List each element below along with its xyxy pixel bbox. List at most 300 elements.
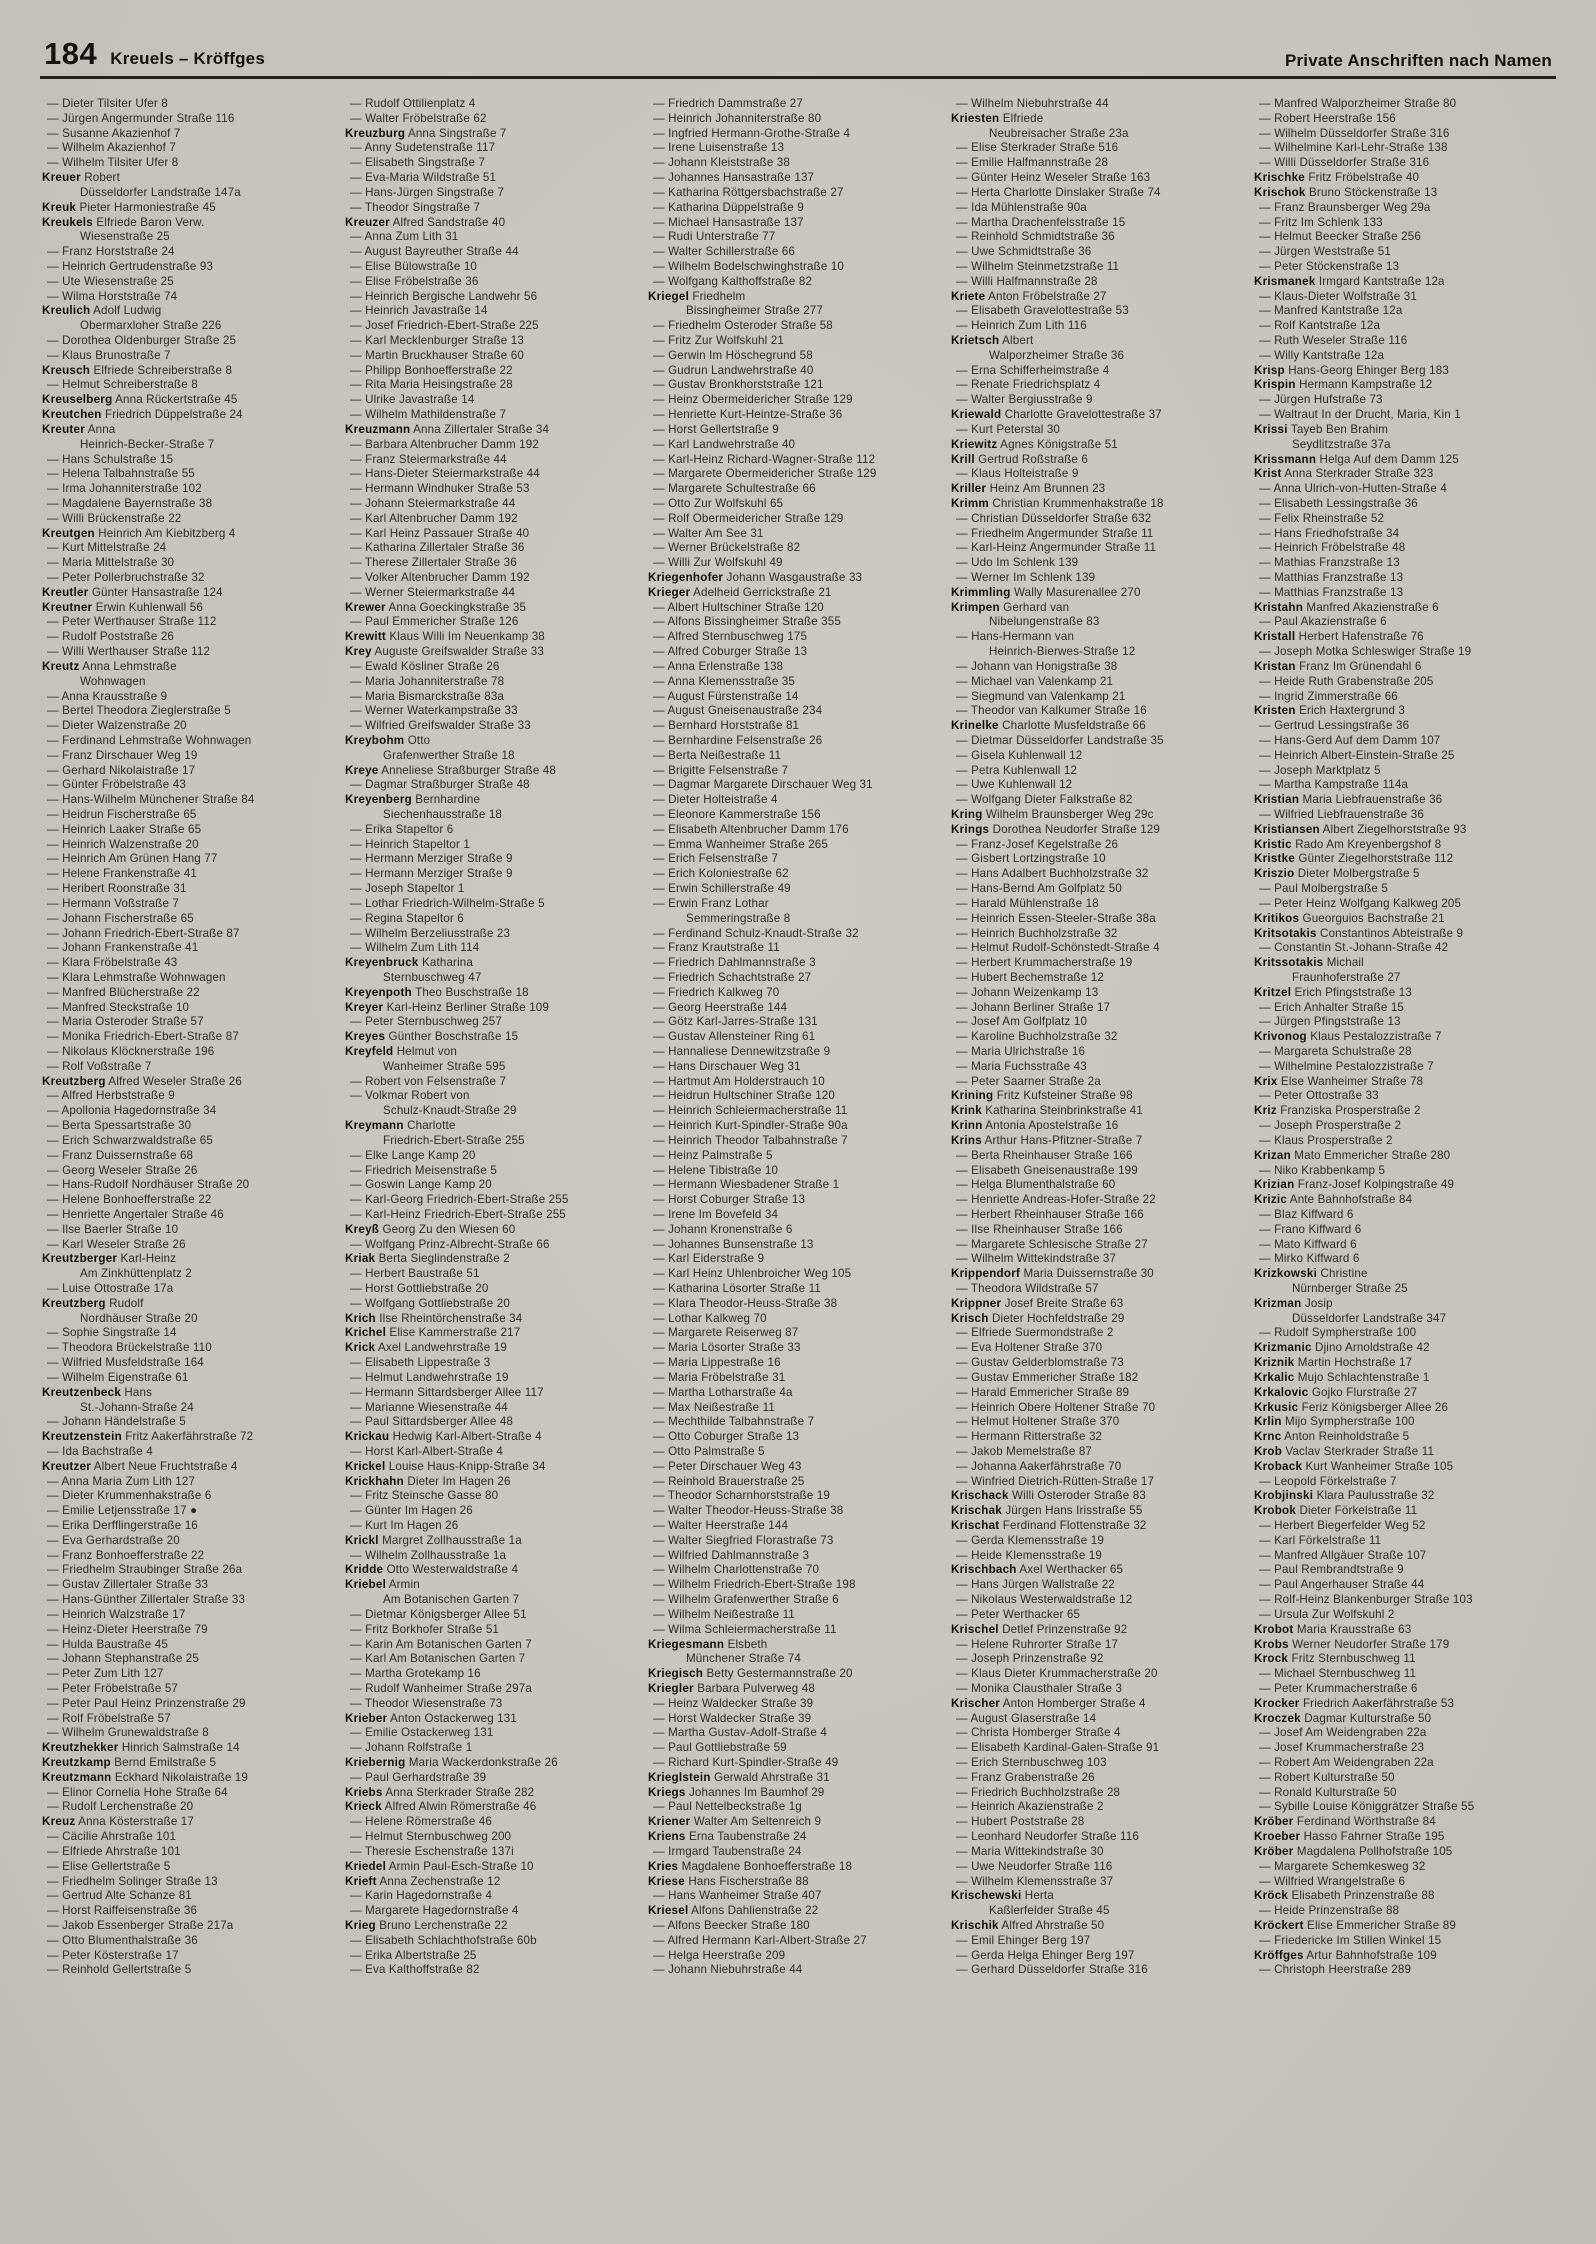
- directory-entry: — Monika Friedrich-Ebert-Straße 87: [47, 1030, 239, 1044]
- directory-entry: — Robert Kulturstraße 50: [1259, 1770, 1395, 1784]
- directory-entry: — Alfons Bissingheimer Straße 355: [653, 615, 841, 629]
- directory-entry: — Nikolaus Klöcknerstraße 196: [47, 1045, 215, 1058]
- directory-entry: — Erika Albertstraße 25: [350, 1948, 477, 1962]
- directory-entry: — Elfriede Suermondstraße 2: [956, 1326, 1114, 1340]
- directory-entry: — Johann Friedrich-Ebert-Straße 87: [47, 926, 240, 940]
- directory-entry-surname: Krimm Christian Krummenhakstraße 18: [951, 496, 1164, 510]
- page-number: 184: [44, 36, 98, 71]
- directory-entry: — Elke Lange Kamp 20: [350, 1148, 476, 1162]
- directory-entry-surname: Kreuter Anna: [42, 422, 116, 436]
- directory-entry: — Paul Angerhauser Straße 44: [1259, 1578, 1425, 1592]
- surname-bold: Krischat: [951, 1519, 1000, 1532]
- directory-entry: — Brigitte Felsenstraße 7: [653, 763, 789, 777]
- directory-entry: — Rita Maria Heisingstraße 28: [350, 378, 513, 392]
- directory-entry-surname: Kreyenberg Bernhardine: [345, 793, 481, 807]
- directory-entry: — Heinrich Obere Holtener Straße 70: [956, 1400, 1156, 1414]
- directory-entry-surname: Krob Vaclav Sterkrader Straße 11: [1254, 1444, 1435, 1458]
- directory-entry: — Willi Halfmannstraße 28: [956, 274, 1098, 288]
- directory-entry-surname: Kreutzberg Rudolf: [42, 1296, 144, 1310]
- directory-entry: — Friedrich Meisenstraße 5: [350, 1163, 497, 1177]
- directory-entry-surname: Kreutgen Heinrich Am Kiebitzberg 4: [42, 526, 236, 540]
- directory-entry: — Elise Fröbelstraße 36: [350, 274, 479, 288]
- surname-bold: Krieg: [345, 1918, 376, 1932]
- directory-entry-surname: Kriebs Anna Sterkrader Straße 282: [345, 1785, 535, 1799]
- directory-entry: — Gustav Emmericher Straße 182: [956, 1370, 1139, 1384]
- directory-entry-continuation: Am Zinkhüttenplatz 2: [80, 1267, 192, 1281]
- directory-entry: — Johann van Honigstraße 38: [956, 659, 1118, 673]
- directory-entry: — Anna Maria Zum Lith 127: [47, 1474, 196, 1488]
- directory-entry-surname: Kritikos Gueorguios Bachstraße 21: [1254, 911, 1445, 925]
- directory-entry: — Heinrich Zum Lith 116: [956, 319, 1087, 333]
- directory-entry: — Gustav Allensteiner Ring 61: [653, 1030, 816, 1044]
- directory-entry: — Karl Mecklenburger Straße 13: [350, 334, 524, 347]
- directory-entry: — Siegmund van Valenkamp 21: [956, 689, 1126, 703]
- directory-entry: — Karl Altenbrucher Damm 192: [350, 511, 518, 525]
- directory-entry: — Wilma Horststraße 74: [47, 289, 178, 303]
- directory-entry: — Jürgen Angermunder Straße 116: [47, 111, 235, 125]
- directory-entry-continuation: Nürnberger Straße 25: [1292, 1282, 1408, 1295]
- directory-entry: — August Fürstenstraße 14: [653, 689, 799, 703]
- directory-entry-surname: Kreye Anneliese Straßburger Straße 48: [345, 763, 556, 777]
- directory-entry: — Martin Bruckhauser Straße 60: [350, 348, 524, 362]
- directory-entry: — Wilhelm Zum Lith 114: [350, 941, 480, 955]
- surname-bold: Kristahn: [1254, 600, 1304, 614]
- directory-entry-surname: Kreuzer Alfred Sandstraße 40: [345, 215, 506, 229]
- directory-entry: — Elise Sterkrader Straße 516: [956, 141, 1119, 155]
- surname-bold: Kreutgen: [42, 526, 95, 540]
- directory-entry: — Franz-Josef Kegelstraße 26: [956, 837, 1119, 851]
- directory-entry: — Heidrun Hultschiner Straße 120: [653, 1089, 836, 1103]
- directory-entry: — Anna Krausstraße 9: [47, 689, 168, 703]
- surname-bold: Kriegel: [648, 289, 690, 303]
- directory-entry: — Georg Heerstraße 144: [653, 1000, 788, 1014]
- directory-entry: — Hubert Bechemstraße 12: [956, 970, 1104, 984]
- directory-entry: — Gerda Klemensstraße 19: [956, 1533, 1104, 1547]
- directory-entry: — Johann Stephanstraße 25: [47, 1652, 199, 1666]
- directory-entry: — Elisabeth Singstraße 7: [350, 156, 486, 170]
- directory-entry: — Joseph Motka Schleswiger Straße 19: [1259, 645, 1472, 659]
- directory-entry: — Eva Kalthoffstraße 82: [350, 1963, 480, 1977]
- surname-bold: Kritsotakis: [1254, 926, 1317, 940]
- directory-entry: — August Gneisenaustraße 234: [653, 704, 823, 718]
- surname-bold: Kreutzberg: [42, 1296, 106, 1310]
- surname-bold: Krissmann: [1254, 452, 1317, 466]
- directory-entry-surname: Krnc Anton Reinholdstraße 5: [1254, 1430, 1410, 1444]
- directory-entry: — Mato Kiffward 6: [1259, 1237, 1357, 1251]
- directory-entry-surname: Krings Dorothea Neudorfer Straße 129: [951, 822, 1160, 836]
- directory-entry: — Berta Rheinhauser Straße 166: [956, 1148, 1133, 1162]
- directory-entry-surname: Krismanek Irmgard Kantstraße 12a: [1254, 274, 1445, 288]
- directory-entry: — Hans-Jürgen Singstraße 7: [350, 185, 505, 199]
- surname-bold: Kriz: [1254, 1104, 1277, 1118]
- directory-entry-surname: Krickhahn Dieter Im Hagen 26: [345, 1474, 511, 1488]
- directory-entry: — Heinrich Buchholzstraße 32: [956, 926, 1118, 940]
- surname-bold: Kriebernig: [345, 1756, 406, 1769]
- directory-entry: — Johann Rolfstraße 1: [350, 1741, 473, 1755]
- directory-entry: — Karoline Buchholzstraße 32: [956, 1030, 1118, 1044]
- directory-entry-surname: Krischel Detlef Prinzenstraße 92: [951, 1622, 1128, 1636]
- directory-entry: — Bernhard Horststraße 81: [653, 719, 800, 733]
- directory-entry: — Cäcilie Ahrstraße 101: [47, 1830, 177, 1844]
- directory-entry: — Elise Gellertstraße 5: [47, 1859, 171, 1873]
- directory-entry-surname: Krischik Alfred Ahrstraße 50: [951, 1918, 1105, 1932]
- directory-entry: — Friedrich Dahlmannstraße 3: [653, 956, 816, 970]
- directory-entry-surname: Kristke Günter Ziegelhorststraße 112: [1254, 852, 1454, 866]
- directory-entry: — Reinhold Gellertstraße 5: [47, 1963, 192, 1977]
- directory-entry-surname: Krickl Margret Zollhausstraße 1a: [345, 1533, 522, 1547]
- directory-entry: — Elisabeth Gneisenaustraße 199: [956, 1163, 1138, 1177]
- directory-entry: — Gudrun Landwehrstraße 40: [653, 363, 814, 377]
- directory-entry-surname: Kriesel Alfons Dahlienstraße 22: [648, 1904, 819, 1918]
- directory-entry: — Wolfgang Kalthoffstraße 82: [653, 274, 813, 288]
- directory-entry: — Alfred Hermann Karl-Albert-Straße 27: [653, 1933, 867, 1947]
- directory-entry: — Johann Kronenstraße 6: [653, 1222, 793, 1236]
- directory-entry: — Dieter Holteistraße 4: [653, 793, 778, 807]
- surname-bold: Krivonog: [1254, 1030, 1307, 1044]
- directory-entry: — Emilie Letjensstraße 17 ●: [47, 1504, 198, 1518]
- surname-bold: Krieglstein: [648, 1770, 711, 1784]
- directory-entry: — Horst Coburger Straße 13: [653, 1193, 806, 1207]
- directory-entry: — Helmut Rudolf-Schönstedt-Straße 4: [956, 941, 1160, 955]
- directory-entry-surname: Kriete Anton Fröbelstraße 27: [951, 289, 1107, 303]
- directory-entry-surname: Kriak Berta Sieglindenstraße 2: [345, 1252, 510, 1266]
- directory-entry: — Rolf Obermeidericher Straße 129: [653, 511, 844, 525]
- directory-entry: — Johann Steiermarkstraße 44: [350, 496, 516, 510]
- directory-entry: — Heinrich Theodor Talbahnstraße 7: [653, 1133, 848, 1147]
- surname-bold: Krizian: [1254, 1178, 1295, 1192]
- directory-entry: — Margarete Schlesische Straße 27: [956, 1237, 1148, 1251]
- directory-entry-continuation: Walporzheimer Straße 36: [989, 348, 1125, 362]
- directory-entry: — Helmut Schreiberstraße 8: [47, 378, 198, 392]
- surname-bold: Krietsch: [951, 334, 1000, 347]
- directory-entry-surname: Kreuk Pieter Harmoniestraße 45: [42, 200, 216, 214]
- directory-entry: — Hans-Rudolf Nordhäuser Straße 20: [47, 1178, 250, 1192]
- directory-entry: — Dagmar Straßburger Straße 48: [350, 778, 530, 792]
- directory-entry: — Gustav Bronkhorststraße 121: [653, 378, 824, 392]
- directory-entry: — Henriette Angertaler Straße 46: [47, 1207, 224, 1221]
- directory-entry: — Johannes Bunsenstraße 13: [653, 1237, 814, 1251]
- directory-entry: — Wilhelm Berzeliusstraße 23: [350, 926, 511, 940]
- directory-entry: — Johann Berliner Straße 17: [956, 1000, 1111, 1014]
- directory-entry-surname: Kreyes Günther Boschstraße 15: [345, 1030, 519, 1044]
- directory-entry-surname: Kriedel Armin Paul-Esch-Straße 10: [345, 1859, 534, 1873]
- directory-entry-surname: Kreutzenstein Fritz Aakerfährstraße 72: [42, 1430, 254, 1444]
- directory-entry: — Klara Fröbelstraße 43: [47, 956, 178, 970]
- directory-entry: — Max Neißestraße 11: [653, 1400, 775, 1414]
- directory-entry: — Ewald Kösliner Straße 26: [350, 659, 500, 673]
- directory-entry: — Karl Am Botanischen Garten 7: [350, 1652, 526, 1666]
- directory-entry-surname: Kreuer Robert: [42, 171, 120, 185]
- directory-entry: — Karl Weseler Straße 26: [47, 1237, 186, 1251]
- directory-entry: — Johann Weizenkamp 13: [956, 985, 1099, 999]
- surname-bold: Krischok: [1254, 185, 1306, 199]
- directory-entry: — Helga Blumenthalstraße 60: [956, 1178, 1116, 1192]
- directory-entry: — Wilhelm Düsseldorfer Straße 316: [1259, 126, 1450, 140]
- surname-bold: Krisp: [1254, 363, 1285, 377]
- directory-entry: — Fritz Borkhofer Straße 51: [350, 1622, 500, 1636]
- directory-entry: — Rudolf Sympherstraße 100: [1259, 1326, 1417, 1340]
- surname-bold: Kriewitz: [951, 437, 998, 451]
- surname-bold: Kriete: [951, 289, 986, 303]
- directory-entry-surname: Krischbach Axel Werthacker 65: [951, 1563, 1124, 1577]
- directory-entry: — Bertel Theodora Zieglerstraße 5: [47, 704, 231, 718]
- directory-entry-surname: Krizman Josip: [1254, 1296, 1333, 1310]
- directory-entry-surname: Krewitt Klaus Willi Im Neuenkamp 38: [345, 630, 545, 644]
- directory-entry: — Waltraut In der Drucht, Maria, Kin 1: [1259, 408, 1461, 422]
- directory-entry-surname: Krizan Mato Emmericher Straße 280: [1254, 1148, 1451, 1162]
- surname-bold: Krissi: [1254, 422, 1288, 436]
- directory-entry: — Erika Derfflingerstraße 16: [47, 1519, 198, 1532]
- surname-bold: Krobjinski: [1254, 1489, 1314, 1503]
- directory-entry: — Wilhelm Neißestraße 11: [653, 1607, 795, 1621]
- directory-entry: — Wilhelm Zollhausstraße 1a: [350, 1548, 507, 1562]
- directory-entry: — Harald Mühlenstraße 18: [956, 896, 1099, 910]
- surname-bold: Kriesten: [951, 111, 1000, 125]
- directory-entry: — Wilfried Dahlmannstraße 3: [653, 1548, 810, 1562]
- directory-entry: — Michael van Valenkamp 21: [956, 674, 1114, 688]
- directory-entry: — Gisbert Lortzingstraße 10: [956, 852, 1106, 866]
- directory-entry: — Lothar Kalkweg 70: [653, 1311, 767, 1325]
- directory-entry: — Theodor Wiesenstraße 73: [350, 1696, 503, 1710]
- directory-entry: — Joseph Stapeltor 1: [350, 882, 465, 896]
- directory-entry: — Wilhelm Akazienhof 7: [47, 141, 176, 155]
- directory-entry: — Jakob Essenberger Straße 217a: [47, 1918, 234, 1932]
- directory-entry-surname: Kriegs Johannes Im Baumhof 29: [648, 1785, 825, 1799]
- directory-entry: — Maria Lösorter Straße 33: [653, 1341, 801, 1355]
- directory-entry: — Martha Gustav-Adolf-Straße 4: [653, 1726, 827, 1740]
- directory-entry: — Uwe Schmidtstraße 36: [956, 245, 1092, 259]
- surname-bold: Kritssotakis: [1254, 956, 1324, 970]
- directory-entry: — Karl Landwehrstraße 40: [653, 437, 796, 451]
- directory-entry-surname: Kriesten Elfriede: [951, 111, 1044, 125]
- surname-bold: Kriak: [345, 1252, 376, 1266]
- surname-bold: Krink: [951, 1104, 982, 1118]
- directory-entry: — Dieter Krummenhakstraße 6: [47, 1489, 212, 1503]
- surname-bold: Kritikos: [1254, 911, 1300, 925]
- directory-entry-surname: Krinn Antonia Apostelstraße 16: [951, 1119, 1119, 1133]
- surname-bold: Kreuer: [42, 171, 81, 185]
- surname-bold: Krkalovic: [1254, 1385, 1309, 1399]
- directory-entry: — Alfred Herbststraße 9: [47, 1089, 175, 1103]
- directory-entry: — Johannes Hansastraße 137: [653, 171, 815, 185]
- surname-bold: Kriener: [648, 1815, 691, 1829]
- directory-entry: — Theresie Eschenstraße 137i: [350, 1844, 514, 1858]
- directory-entry: — Rudolf Poststraße 26: [47, 630, 175, 644]
- directory-entry: — Erich Schwarzwaldstraße 65: [47, 1133, 213, 1147]
- directory-entry: — Henriette Andreas-Hofer-Straße 22: [956, 1193, 1156, 1207]
- directory-entry-surname: Krippner Josef Breite Straße 63: [951, 1296, 1124, 1310]
- directory-entry-surname: Krivonog Klaus Pestalozzistraße 7: [1254, 1030, 1442, 1044]
- surname-bold: Krkusic: [1254, 1400, 1299, 1414]
- surname-bold: Krimpen: [951, 600, 1000, 614]
- surname-bold: Kriegs: [648, 1785, 686, 1799]
- surname-bold: Kroback: [1254, 1459, 1303, 1473]
- surname-bold: Kristen: [1254, 704, 1296, 718]
- directory-entry: — Walter Bergiusstraße 9: [956, 393, 1093, 407]
- directory-entry: — Apollonia Hagedornstraße 34: [47, 1104, 217, 1118]
- directory-entry: — Susanne Akazienhof 7: [47, 126, 181, 140]
- directory-entry: — Otto Palmstraße 5: [653, 1444, 765, 1458]
- directory-entry: — Wilhelmine Pestalozzistraße 7: [1259, 1059, 1434, 1073]
- surname-bold: Kristall: [1254, 630, 1296, 644]
- directory-entry-continuation: Wohnwagen: [80, 674, 146, 688]
- surname-bold: Kreukels: [42, 215, 93, 229]
- directory-entry-surname: Krickel Louise Haus-Knipp-Straße 34: [345, 1459, 546, 1473]
- surname-bold: Krobs: [1254, 1637, 1289, 1651]
- directory-entry: — Felix Rheinstraße 52: [1259, 511, 1385, 525]
- directory-entry: — Gustav Zillertaler Straße 33: [47, 1578, 209, 1592]
- directory-entry: — Marianne Wiesenstraße 44: [350, 1400, 508, 1414]
- directory-entry: — Heinz-Dieter Heerstraße 79: [47, 1622, 208, 1636]
- directory-entry-surname: Kreutzhekker Hinrich Salmstraße 14: [42, 1741, 240, 1755]
- directory-entry: — Rolf Fröbelstraße 57: [47, 1711, 171, 1725]
- surname-bold: Krizman: [1254, 1296, 1302, 1310]
- surname-bold: Kristian: [1254, 793, 1300, 807]
- directory-entry: — Hermann Wiesbadener Straße 1: [653, 1178, 840, 1192]
- directory-entry: — Peter Ottostraße 33: [1259, 1089, 1379, 1103]
- directory-entry-surname: Krist Anna Sterkrader Straße 323: [1254, 467, 1434, 481]
- directory-entry-surname: Kreyer Karl-Heinz Berliner Straße 109: [345, 1000, 549, 1014]
- directory-entry-surname: Krining Fritz Kufsteiner Straße 98: [951, 1089, 1133, 1103]
- directory-entry: — Götz Karl-Jarres-Straße 131: [653, 1015, 818, 1029]
- surname-bold: Krnc: [1254, 1430, 1282, 1444]
- directory-entry: — Heinrich Fröbelstraße 48: [1259, 541, 1406, 555]
- directory-entry: — Josef Krummacherstraße 23: [1259, 1741, 1425, 1755]
- directory-entry-surname: Kriegisch Betty Gestermannstraße 20: [648, 1667, 853, 1681]
- surname-bold: Krist: [1254, 467, 1282, 481]
- surname-bold: Kreuzer: [345, 215, 390, 229]
- surname-bold: Krismanek: [1254, 274, 1316, 288]
- directory-entry: — Frano Kiffward 6: [1259, 1222, 1362, 1236]
- surname-bold: Krich: [345, 1311, 376, 1325]
- directory-entry: — Klaus Dieter Krummacherstraße 20: [956, 1667, 1158, 1681]
- directory-entry: — Henriette Kurt-Heintze-Straße 36: [653, 408, 843, 422]
- directory-entry: — Emma Wanheimer Straße 265: [653, 837, 829, 851]
- directory-entry-continuation: Düsseldorfer Landstraße 147a: [80, 185, 241, 199]
- directory-entry-surname: Kries Magdalene Bonhoefferstraße 18: [648, 1859, 853, 1873]
- directory-entry: — Johann Händelstraße 5: [47, 1415, 186, 1429]
- directory-entry: — Eva Holtener Straße 370: [956, 1341, 1103, 1355]
- directory-entry: — Sophie Singstraße 14: [47, 1326, 177, 1340]
- directory-entry-continuation: Nibelungenstraße 83: [989, 615, 1100, 629]
- directory-entry: — Helmut Landwehrstraße 19: [350, 1370, 509, 1384]
- directory-entry: — Wilhelm Grafenwerther Straße 6: [653, 1593, 839, 1607]
- directory-entry: — Erich Felsenstraße 7: [653, 852, 779, 866]
- directory-entry: — Manfred Walporzheimer Straße 80: [1259, 97, 1457, 110]
- directory-entry-surname: Kriegler Barbara Pulverweg 48: [648, 1681, 815, 1695]
- surname-bold: Kreyenberg: [345, 793, 412, 807]
- directory-entry: — Gerda Helga Ehinger Berg 197: [956, 1948, 1135, 1962]
- surname-bold: Kroczek: [1254, 1711, 1301, 1725]
- directory-entry: — Ursula Zur Wolfskuhl 2: [1259, 1607, 1395, 1621]
- directory-entry-surname: Kreyenbruck Katharina: [345, 956, 473, 970]
- surname-bold: Kröffges: [1254, 1948, 1304, 1962]
- surname-bold: Krinn: [951, 1119, 983, 1133]
- directory-entry: — Hans Jürgen Wallstraße 22: [956, 1578, 1115, 1592]
- directory-entry: — Karl Heinz Passauer Straße 40: [350, 526, 530, 540]
- surname-bold: Krizkowski: [1254, 1267, 1318, 1281]
- directory-entry: — Karl Förkelstraße 11: [1259, 1533, 1382, 1547]
- surname-bold: Kristan: [1254, 659, 1296, 673]
- directory-entry: — August Bayreuther Straße 44: [350, 245, 519, 259]
- directory-entry-surname: Krey Auguste Greifswalder Straße 33: [345, 645, 544, 659]
- header-right-title: Private Anschriften nach Namen: [1284, 51, 1552, 70]
- directory-entry: — Peter Heinz Wolfgang Kalkweg 205: [1259, 896, 1462, 910]
- directory-entry-surname: Krkusic Feriz Königsberger Allee 26: [1254, 1400, 1449, 1414]
- surname-bold: Krock: [1254, 1652, 1289, 1666]
- directory-entry-surname: Krewer Anna Goeckingkstraße 35: [345, 600, 527, 614]
- directory-entry: — Friedrich Schachtstraße 27: [653, 970, 812, 984]
- directory-entry-surname: Kristan Franz Im Grünendahl 6: [1254, 659, 1422, 673]
- directory-entry: — Günter Im Hagen 26: [350, 1504, 473, 1518]
- directory-entry: — Hans Schulstraße 15: [47, 452, 174, 466]
- directory-entry-surname: Krobs Werner Neudorfer Straße 179: [1254, 1637, 1450, 1651]
- directory-entry: — Heinrich Am Grünen Hang 77: [47, 852, 218, 866]
- directory-entry: — Friedhelm Solinger Straße 13: [47, 1874, 218, 1888]
- directory-entry: — Margarete Reiserweg 87: [653, 1326, 799, 1340]
- directory-entry-continuation: Semmeringstraße 8: [686, 911, 791, 925]
- directory-entry: — Hermann Windhuker Straße 53: [350, 482, 530, 496]
- directory-entry: — Hannaliese Dennewitzstraße 9: [653, 1045, 831, 1058]
- surname-bold: Kriznik: [1254, 1356, 1295, 1370]
- directory-entry-surname: Kreusch Elfriede Schreiberstraße 8: [42, 363, 233, 377]
- directory-entry: — Udo Im Schlenk 139: [956, 556, 1079, 570]
- directory-entry: — Sybille Louise Königgrätzer Straße 55: [1259, 1800, 1475, 1814]
- directory-entry: — Christoph Heerstraße 289: [1259, 1963, 1412, 1977]
- directory-entry-surname: Kreutler Günter Hansastraße 124: [42, 585, 223, 599]
- directory-entry: — Manfred Steckstraße 10: [47, 1000, 190, 1014]
- directory-entry: — Kurt Im Hagen 26: [350, 1519, 459, 1532]
- directory-entry: — Peter Dirschauer Weg 43: [653, 1459, 802, 1473]
- directory-entry: — Peter Kösterstraße 17: [47, 1948, 179, 1962]
- directory-entry: — Margarete Schemkesweg 32: [1259, 1859, 1426, 1873]
- directory-entry: — Paul Rembrandtstraße 9: [1259, 1563, 1404, 1577]
- directory-entry: — Gerhard Düsseldorfer Straße 316: [956, 1963, 1148, 1977]
- surname-bold: Krischak: [951, 1504, 1002, 1518]
- directory-entry-surname: Kroback Kurt Wanheimer Straße 105: [1254, 1459, 1454, 1473]
- directory-entry: — Volker Altenbrucher Damm 192: [350, 571, 530, 584]
- surname-bold: Kriewald: [951, 408, 1002, 422]
- surname-bold: Kring: [951, 808, 983, 821]
- directory-entry: — Constantin St.-Johann-Straße 42: [1259, 941, 1449, 955]
- directory-entry-surname: Kriszio Dieter Molbergstraße 5: [1254, 867, 1420, 881]
- directory-entry: — Heinrich Laaker Straße 65: [47, 822, 202, 836]
- surname-bold: Krimmling: [951, 585, 1011, 599]
- directory-entry: — Maria Osteroder Straße 57: [47, 1015, 204, 1029]
- directory-entry: — Irene Luisenstraße 13: [653, 141, 785, 155]
- surname-bold: Krieft: [345, 1874, 377, 1888]
- directory-entry: — Hermann Sittardsberger Allee 117: [350, 1385, 544, 1399]
- directory-entry: — Willi Werthauser Straße 112: [47, 645, 211, 659]
- directory-entry: — Berta Neißestraße 11: [653, 748, 782, 762]
- directory-entry: — Joseph Marktplatz 5: [1259, 763, 1381, 777]
- directory-entry-surname: Kreutzenbeck Hans: [42, 1385, 153, 1399]
- surname-bold: Kristke: [1254, 852, 1296, 866]
- directory-entry: — Maria Wittekindstraße 30: [956, 1844, 1104, 1858]
- surname-bold: Krins: [951, 1133, 982, 1147]
- surname-bold: Kreye: [345, 763, 379, 777]
- directory-entry: — Uwe Kuhlenwall 12: [956, 778, 1073, 792]
- directory-entry: — Nikolaus Westerwaldstraße 12: [956, 1593, 1133, 1607]
- surname-bold: Kreybohm: [345, 733, 405, 747]
- directory-entry: — Wilfried Wrangelstraße 6: [1259, 1874, 1406, 1888]
- directory-entry: — Wilhelm Grunewaldstraße 8: [47, 1726, 209, 1740]
- surname-bold: Krischack: [951, 1489, 1009, 1503]
- directory-entry: — Michael Hansastraße 137: [653, 215, 804, 229]
- directory-entry: — Leopold Förkelstraße 7: [1259, 1474, 1397, 1488]
- directory-entry: — Walter Heerstraße 144: [653, 1519, 789, 1532]
- directory-entry-surname: Kriegenhofer Johann Wasgaustraße 33: [648, 571, 863, 584]
